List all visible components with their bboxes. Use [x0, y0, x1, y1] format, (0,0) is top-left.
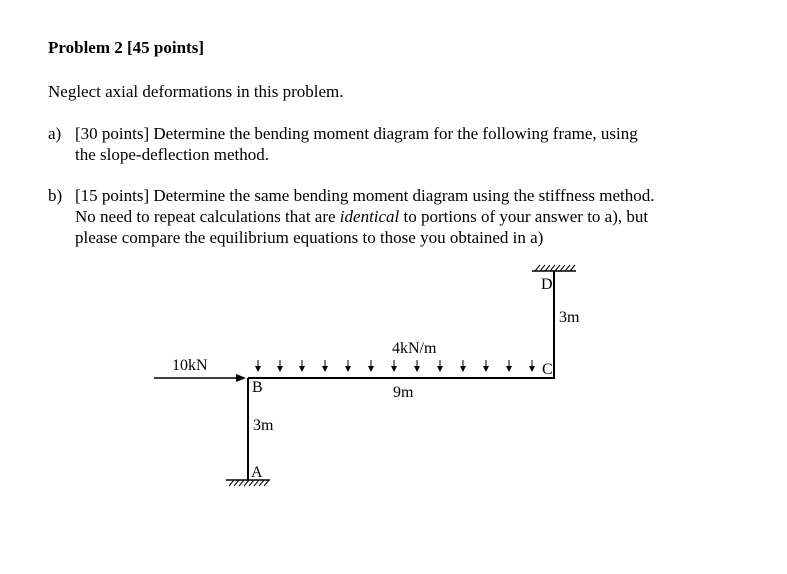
part-b-line-3: please compare the equilibrium equations to those you obtained in a)	[75, 228, 544, 247]
load-arrow	[345, 360, 351, 372]
load-arrow	[277, 360, 283, 372]
node-a-label: A	[251, 464, 263, 481]
load-arrow	[322, 360, 328, 372]
point-load-arrow	[154, 374, 246, 382]
load-arrow	[414, 360, 420, 372]
distributed-load-label: 4kN/m	[392, 340, 437, 357]
part-b-line-2-start: No need to repeat calculations that are	[75, 207, 340, 226]
part-b-label: b)	[48, 186, 63, 205]
distributed-load-arrows	[255, 360, 535, 372]
load-arrow	[460, 360, 466, 372]
part-b-line-1: [15 points] Determine the same bending moment diagram using the stiffness method.	[75, 186, 655, 205]
load-arrow	[506, 360, 512, 372]
load-arrow	[529, 360, 535, 372]
node-d-label: D	[541, 276, 553, 293]
load-arrow	[437, 360, 443, 372]
column-ab-height-label: 3m	[253, 417, 274, 434]
span-length-label: 9m	[393, 384, 414, 401]
fixed-support-a	[226, 480, 270, 486]
fixed-support-d	[532, 265, 576, 271]
part-b-line-2-end: to portions of your answer to a), but	[399, 207, 649, 226]
load-arrow	[391, 360, 397, 372]
problem-intro: Neglect axial deformations in this problem.	[48, 82, 344, 101]
point-load-label: 10kN	[172, 357, 208, 374]
part-b-emphasis: identical	[339, 207, 400, 226]
part-a-label: a)	[48, 124, 62, 143]
node-b-label: B	[252, 379, 263, 396]
problem-title: Problem 2 [45 points]	[48, 38, 204, 57]
load-arrow	[299, 360, 305, 372]
part-a-line-2: the slope-deflection method.	[75, 145, 270, 164]
load-arrow	[368, 360, 374, 372]
load-arrow	[255, 360, 261, 372]
column-cd-height-label: 3m	[559, 309, 580, 326]
node-c-label: C	[542, 361, 553, 378]
load-arrow	[483, 360, 489, 372]
part-a-line-1: [30 points] Determine the bending moment diagram for the following frame, using	[75, 124, 638, 143]
